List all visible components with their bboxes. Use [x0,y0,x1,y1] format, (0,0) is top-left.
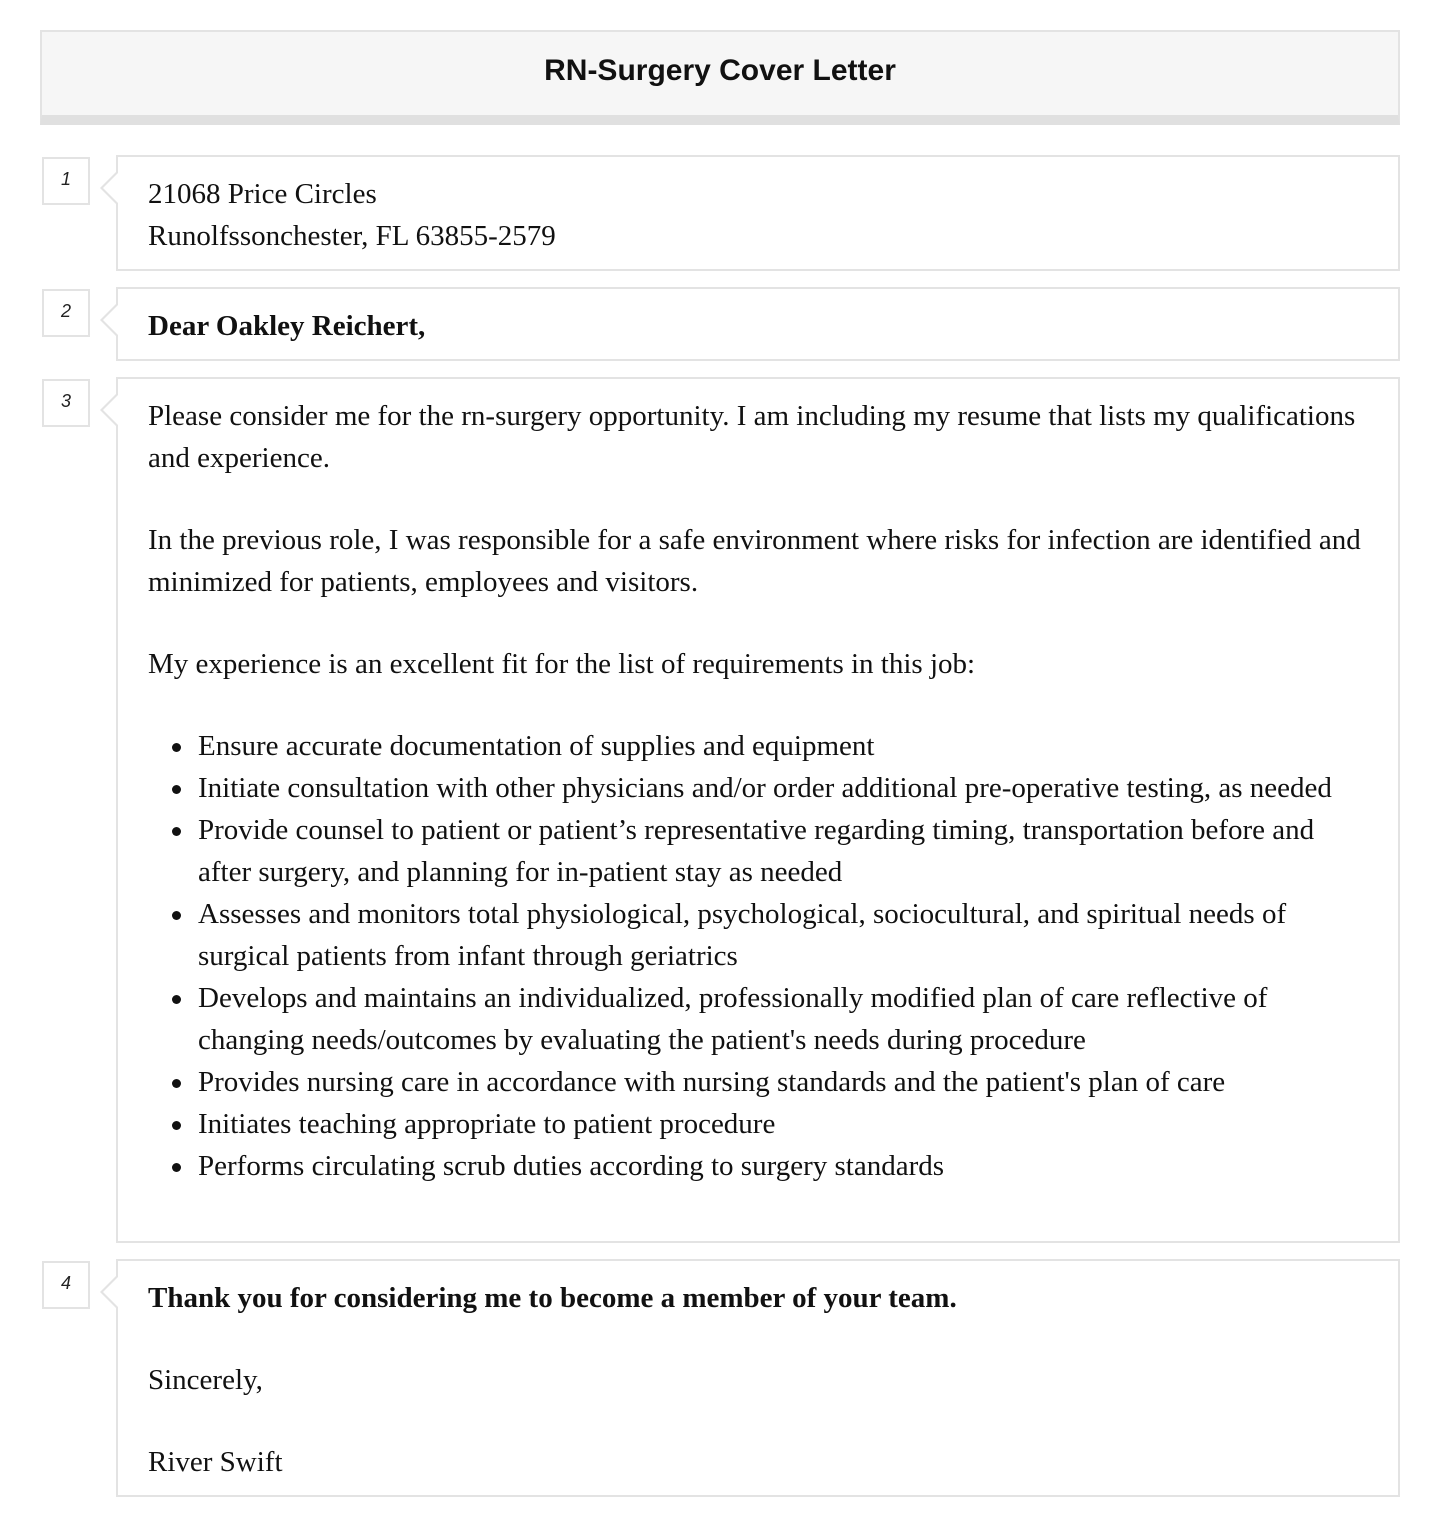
section-number: 3 [42,379,90,427]
requirements-intro: My experience is an excellent fit for the list of requirements in this job: [148,648,976,680]
list-item: Assesses and monitors total physiological, psychological, sociocultural, and spiritual needs of surgical patients from infant through geriatrics [198,893,1368,977]
list-item: Ensure accurate documentation of supplies and equipment [198,725,1368,767]
address-line-2: Runolfssonchester, FL 63855-2579 [148,220,556,252]
page-title: RN-Surgery Cover Letter [544,53,896,87]
closing-line: Thank you for considering me to become a member of your team. [148,1282,957,1314]
list-item: Initiates teaching appropriate to patient procedure [198,1103,1368,1145]
list-item: Performs circulating scrub duties according to surgery standards [198,1145,1368,1187]
list-item: Provides nursing care in accordance with nursing standards and the patient's plan of care [198,1061,1368,1103]
signoff: Sincerely, [148,1364,263,1396]
experience-paragraph: In the previous role, I was responsible for a safe environment where risks for infection are identified and minimized for patients, employees and visitors. [148,524,1361,598]
letter-header [40,30,1400,125]
intro-paragraph: Please consider me for the rn-surgery opportunity. I am including my resume that lists my qualifications and experience. [148,400,1356,474]
signature-name: River Swift [148,1446,283,1478]
list-item: Develops and maintains an individualized, professionally modified plan of care reflective of changing needs/outcomes by evaluating the patient's needs during procedure [198,977,1368,1061]
list-item: Provide counsel to patient or patient’s representative regarding timing, transportation before and after surgery, and planning for in-patient stay as needed [198,809,1368,893]
section-content [116,1259,1400,1497]
greeting: Dear Oakley Reichert, [148,310,426,342]
section-content [116,287,1400,361]
section-content [116,155,1400,271]
section-content [116,377,1400,1243]
requirements-list [148,725,1368,1187]
section-number: 4 [42,1261,90,1309]
address-line-1: 21068 Price Circles [148,178,377,210]
section-number: 2 [42,289,90,337]
list-item: Initiate consultation with other physicians and/or order additional pre-operative testing, as needed [198,767,1368,809]
section-number: 1 [42,157,90,205]
